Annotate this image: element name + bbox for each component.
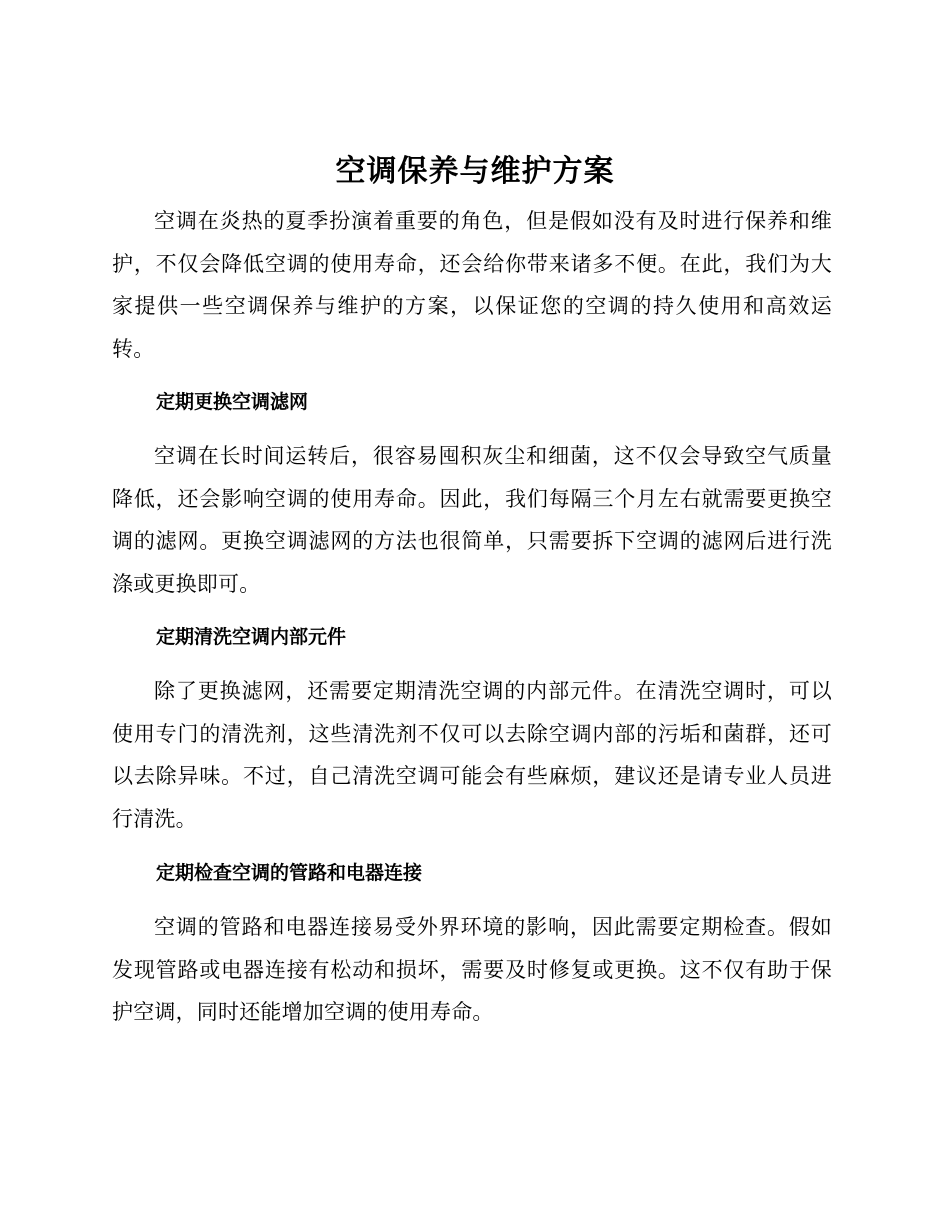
section-paragraph-cleaning: 除了更换滤网，还需要定期清洗空调的内部元件。在清洗空调时，可以使用专门的清洗剂，这些清洗剂不仅可以去除空调内部的污垢和菌群，还可以去除异味。不过，自己清洗空调可能会有些麻烦，建议还是请专业人员进行清洗。 — [112, 679, 832, 831]
section-paragraph-filter: 空调在长时间运转后，很容易囤积灰尘和细菌，这不仅会导致空气质量降低，还会影响空调的使用寿命。因此，我们每隔三个月左右就需要更换空调的滤网。更换空调滤网的方法也很简单，只需要拆下空调的滤网后进行洗涤或更换即可。 — [112, 444, 832, 596]
section-paragraph-inspection: 空调的管路和电器连接易受外界环境的影响，因此需要定期检查。假如发现管路或电器连接有松动和损坏，需要及时修复或更换。这不仅有助于保护空调，同时还能增加空调的使用寿命。 — [112, 915, 832, 1024]
section-heading-filter: 定期更换空调滤网 — [156, 391, 309, 413]
intro-paragraph: 空调在炎热的夏季扮演着重要的角色，但是假如没有及时进行保养和维护，不仅会降低空调的使用寿命，还会给你带来诸多不便。在此，我们为大家提供一些空调保养与维护的方案，以保证您的空调的持久使用和高效运转。 — [112, 209, 832, 361]
section-heading-inspection: 定期检查空调的管路和电器连接 — [156, 862, 423, 884]
section-heading-cleaning: 定期清洗空调内部元件 — [156, 626, 347, 648]
document-title: 空调保养与维护方案 — [335, 154, 615, 189]
